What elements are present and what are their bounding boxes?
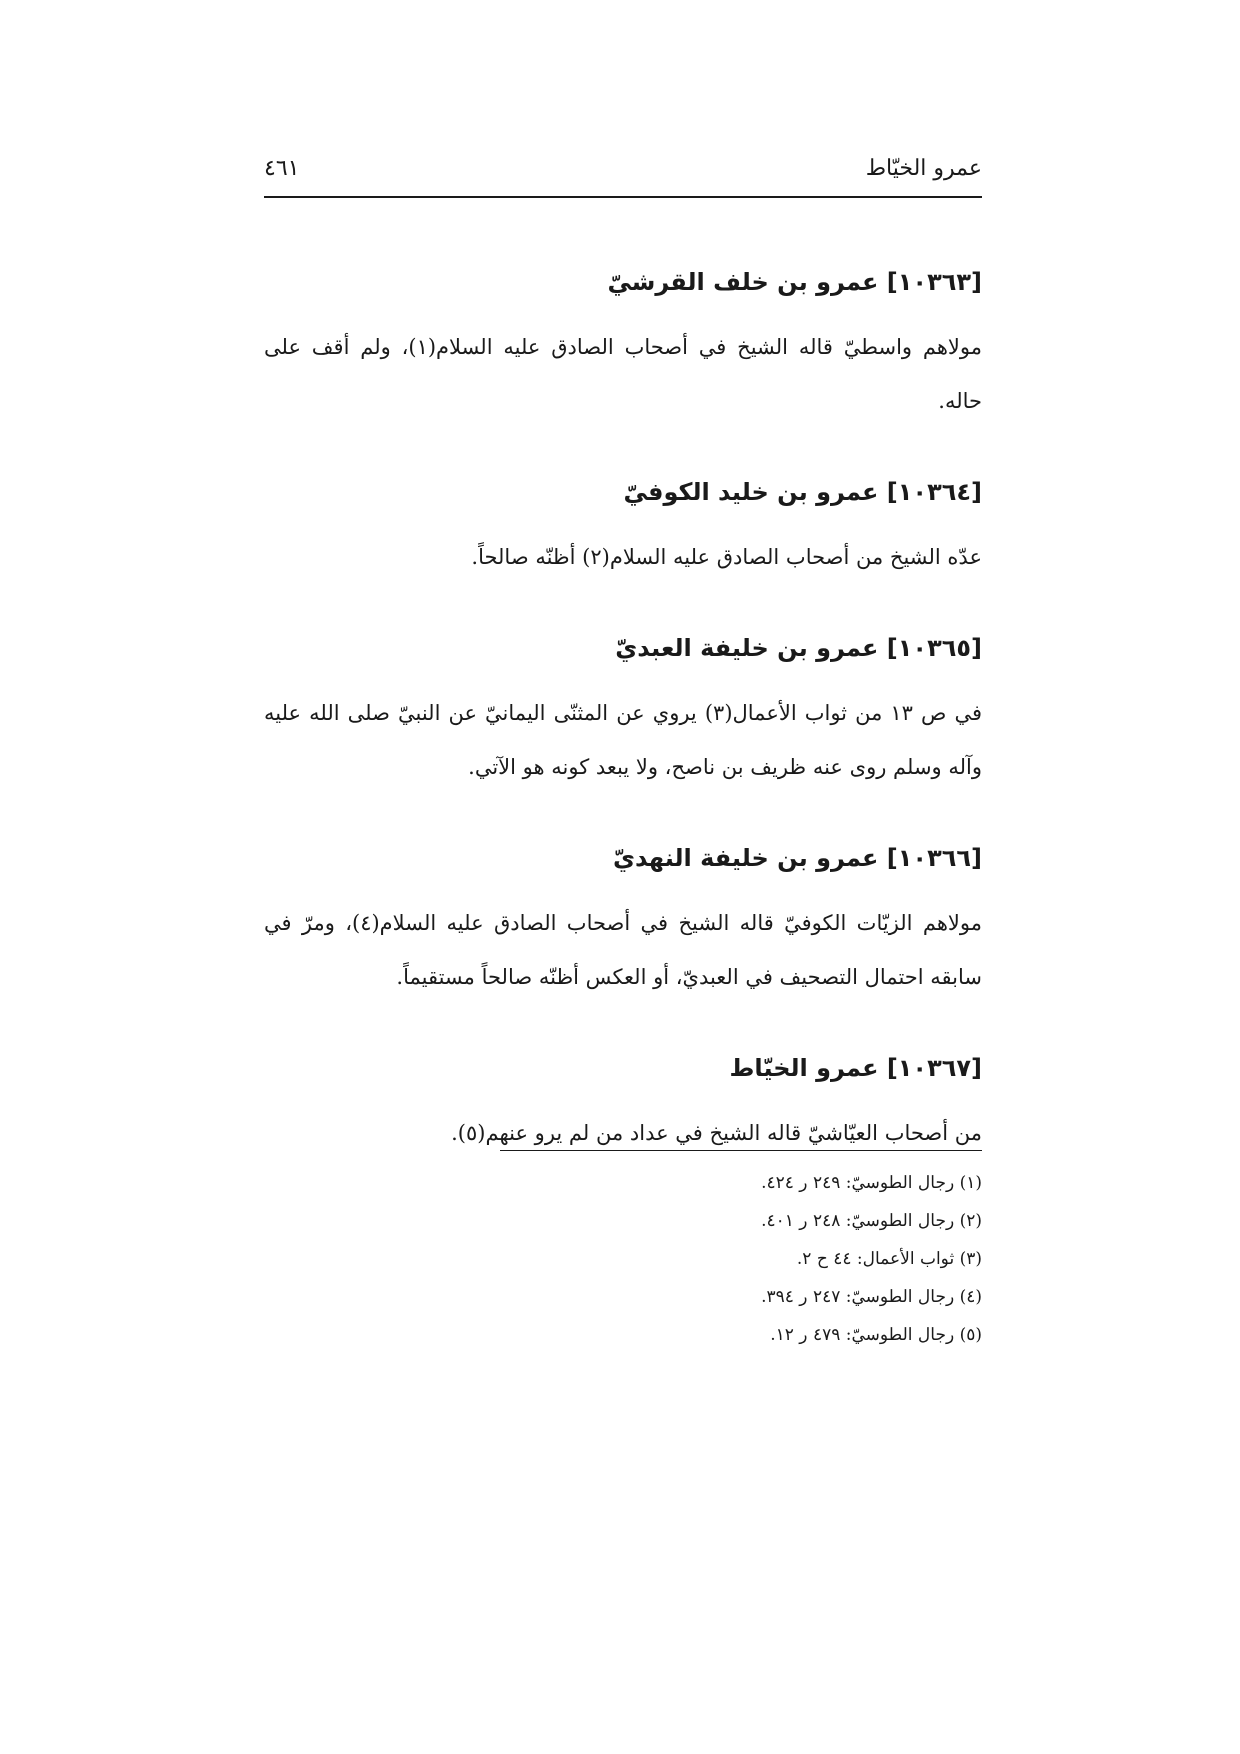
entry-body: مولاهم الزيّات الكوفيّ قاله الشيخ في أصحاب الصادق عليه السلام(٤)، ومرّ في سابقه احتمال التصحيف في العبديّ، أو العكس أظنّه صالحاً مستقيماً. [264,911,982,989]
entry [264,1048,982,1160]
footnote: (٥) رجال الطوسيّ: ٤٧٩ ر ١٢. [770,1325,982,1345]
page-number: ٤٦١ [264,156,300,181]
entry-body: في ص ١٣ من ثواب الأعمال(٣) يروي عن المثنّى اليمانيّ عن النبيّ صلى الله عليه وآله وسلم روى عنه ظريف بن ناصح، ولا يبعد كونه هو الآتي. [264,701,983,779]
footnote: (٣) ثواب الأعمال: ٤٤ ح ٢. [796,1249,982,1269]
footnote: (٢) رجال الطوسيّ: ٢٤٨ ر ٤٠١. [761,1211,982,1231]
footnotes-list [500,1164,982,1354]
entry-body: من أصحاب العيّاشيّ قاله الشيخ في عداد من لم يرو عنهم(٥). [451,1121,982,1145]
entry-heading: [١٠٣٦٣] عمرو بن خلف القرشيّ [607,268,982,296]
running-title: عمرو الخيّاط [865,156,982,181]
entries-list [264,262,982,1204]
entry-body: عدّه الشيخ من أصحاب الصادق عليه السلام(٢) أظنّه صالحاً. [471,545,982,569]
footnote: (١) رجال الطوسيّ: ٢٤٩ ر ٤٢٤. [761,1173,982,1193]
entry-heading: [١٠٣٦٤] عمرو بن خليد الكوفيّ [623,478,982,506]
entry [264,472,982,584]
header-divider [264,196,982,198]
footnote-divider [500,1150,982,1151]
entry-heading: [١٠٣٦٥] عمرو بن خليفة العبديّ [615,634,982,662]
running-header [264,150,982,194]
entry-heading: [١٠٣٦٦] عمرو بن خليفة النهديّ [612,844,982,872]
entry [264,262,982,428]
entry [264,838,982,1004]
entry-body: مولاهم واسطيّ قاله الشيخ في أصحاب الصادق عليه السلام(١)، ولم أقف على حاله. [264,335,982,413]
footnote: (٤) رجال الطوسيّ: ٢٤٧ ر ٣٩٤. [761,1287,982,1307]
entry-heading: [١٠٣٦٧] عمرو الخيّاط [729,1054,982,1082]
entry [264,628,982,794]
